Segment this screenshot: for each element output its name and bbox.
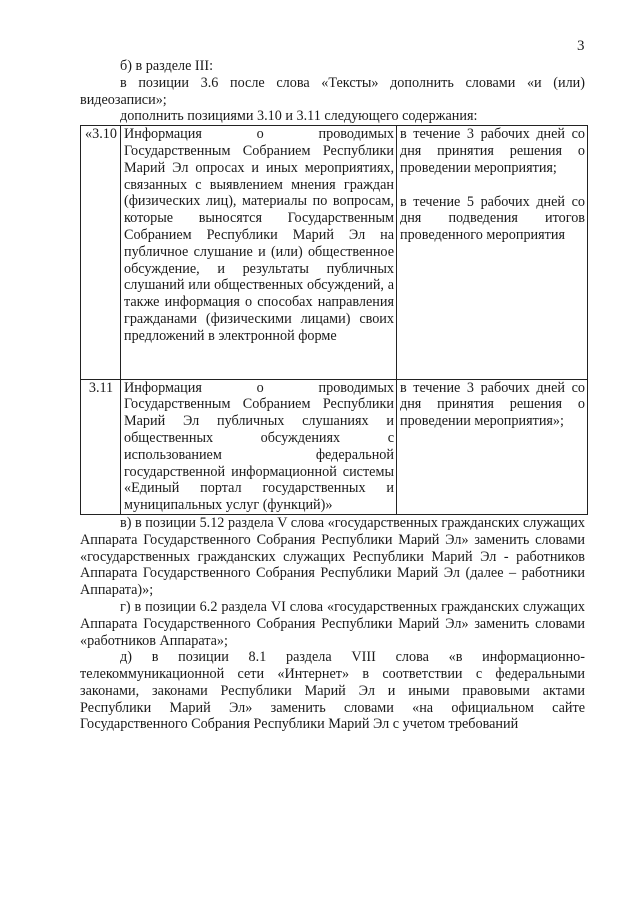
paragraph-g: г) в позиции 6.2 раздела VI слова «государственных гражданских служащих Аппарата Государственного Собрания Республики Марий Эл» заменить словами «работников Аппарата»; — [80, 598, 585, 649]
amendment-3-6: в позиции 3.6 после слова «Тексты» дополнить словами «и (или) видеозаписи»; — [80, 74, 585, 108]
row-term: в течение 3 рабочих дней со дня принятия решения о проведении мероприятия»; — [397, 379, 588, 514]
page-number: 3 — [577, 38, 585, 54]
positions-table — [80, 125, 588, 515]
paragraph-v: в) в позиции 5.12 раздела V слова «государственных гражданских служащих Аппарата Государственного Собрания Республики Марий Эл» заменить словами «государственных гражданских служащих Республики Марий Эл - работников Аппарата Государственного Собрания Республики Марий Эл (далее – работники Аппарата)»; — [80, 514, 585, 599]
add-positions-intro: дополнить позициями 3.10 и 3.11 следующего содержания: — [120, 108, 478, 125]
row-info — [121, 126, 397, 379]
row-number: 3.11 — [81, 379, 121, 514]
section-heading: б) в разделе III: — [120, 58, 214, 74]
document-body — [80, 58, 585, 733]
table-row — [81, 126, 588, 379]
row-term-text: в течение 5 рабочих дней со дня подведения итогов проведенного мероприятия — [400, 193, 585, 244]
paragraph-d: д) в позиции 8.1 раздела VIII слова «в информационно-телекоммуникационной сети «Интернет» в соответствии с федеральными законами, законами Республики Марий Эл и иными правовыми актами Республики Марий Эл» заменить словами «на официальном сайте Государственного Собрания Республики Марий Эл с учетом требований — [80, 649, 585, 733]
table-row — [81, 379, 588, 514]
row-term — [397, 126, 588, 379]
row-term-text: в течение 3 рабочих дней со дня принятия решения о проведении мероприятия; — [400, 126, 585, 176]
row-info-text: Информация о проводимых Государственным Собранием Республики Марий Эл опросах и иных мероприятиях, связанных с выявлением мнения граждан (физических лиц), материалы по вопросам, которые выносятся Государственным Собранием Республики Марий Эл на публичное слушание и (или) общественное обсуждение, и результаты публичных слушаний или общественных обсуждений, а также информация о способах направления гражданами (физическими лицами) своих предложений в электронной форме — [124, 126, 394, 344]
row-number: «3.10 — [81, 126, 121, 379]
row-info: Информация о проводимых Государственным Собранием Республики Марий Эл публичных слушаниях и общественных обсуждениях с использованием федеральной государственной информационной системы «Единый портал государственных и муниципальных услуг (функций)» — [121, 379, 397, 514]
